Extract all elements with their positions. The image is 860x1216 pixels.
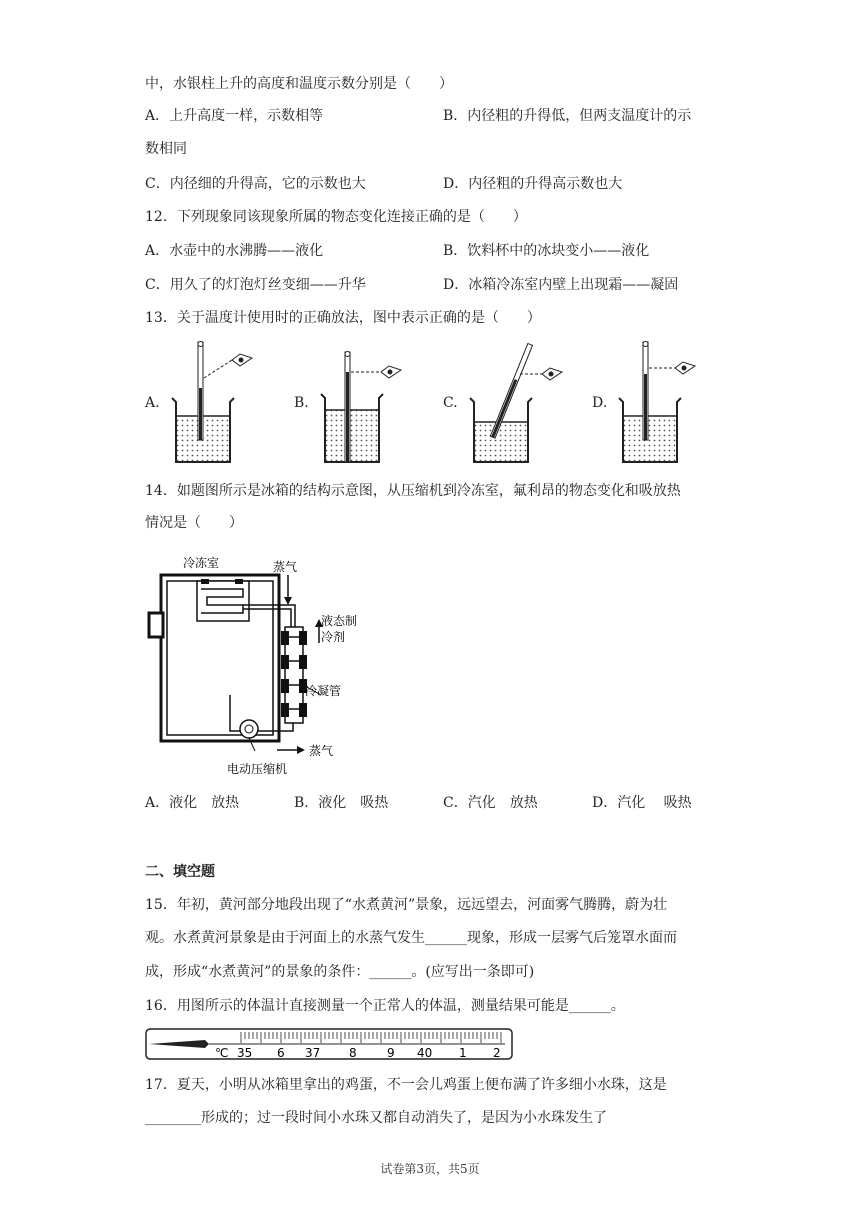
q15-line1: 15．年初，黄河部分地段出现了“水煮黄河”景象，远远望去，河面雾气腾腾，蔚为壮: [145, 897, 668, 913]
q12-option-d: D．冰箱冷冻室内壁上出现霜——凝固: [443, 277, 679, 293]
eye-icon: [381, 366, 401, 378]
q15-line3: 成，形成“水煮黄河”的景象的条件：______。(应写出一条即可): [145, 964, 535, 980]
q11-option-c: C．内径细的升得高，它的示数也大: [145, 176, 366, 192]
tick-label: 6: [277, 1046, 285, 1060]
q17-line1: 17．夏天，小明从冰箱里拿出的鸡蛋，不一会儿鸡蛋上便布满了许多细小水珠，这是: [145, 1077, 667, 1093]
tick-label: 8: [349, 1046, 357, 1060]
q14-stem-line2: 情况是（ ）: [145, 515, 243, 531]
fridge-label-vapor-bottom: 蒸气: [309, 744, 334, 758]
q12-option-c: C．用久了的灯泡灯丝变细——升华: [145, 277, 366, 293]
fridge-diagram: [145, 545, 365, 780]
q12-option-a: A．水壶中的水沸腾——液化: [145, 243, 324, 259]
page-footer: 试卷第3页，共5页: [380, 1162, 480, 1176]
section-fill-in-title: 二、填空题: [145, 864, 215, 880]
q13-label-c: C.: [443, 395, 458, 411]
fridge-label-freezer: 冷冻室: [183, 556, 220, 570]
q13-label-b: B.: [294, 395, 309, 411]
q11-option-a: A．上升高度一样，示数相等: [145, 108, 324, 124]
fridge-label-compressor: 电动压缩机: [227, 762, 288, 776]
tick-label: 37: [305, 1046, 321, 1060]
eye-icon: [542, 368, 562, 380]
q12-option-b: B．饮料杯中的冰块变小——液化: [443, 243, 650, 259]
q13-label-d: D.: [592, 395, 608, 411]
q14-stem-line1: 14．如题图所示是冰箱的结构示意图，从压缩机到冷冻室，氟利昂的物态变化和吸放热: [145, 483, 681, 499]
q17-line2: ________形成的；过一段时间小水珠又都自动消失了，是因为小水珠发生了: [145, 1110, 607, 1126]
fridge-label-condenser: 冷凝管: [305, 684, 342, 698]
tick-label: 2: [493, 1046, 501, 1060]
q14-option-a: A．液化 放热: [145, 795, 240, 811]
q11-option-d: D．内径粗的升得高示数也大: [443, 176, 623, 192]
eye-icon: [232, 354, 252, 366]
tick-label: 9: [387, 1046, 395, 1060]
tick-label: 40: [417, 1046, 433, 1060]
q13-figure-c: [458, 338, 578, 468]
q14-option-d: D．汽化 吸热: [592, 795, 692, 811]
q13-figure-a: [160, 338, 280, 468]
tick-label: 1: [459, 1046, 467, 1060]
q11-stem-tail: 中，水银柱上升的高度和温度示数分别是（ ）: [145, 76, 453, 92]
q16-stem: 16．用图所示的体温计直接测量一个正常人的体温，测量结果可能是______。: [145, 998, 625, 1014]
q15-line2: 观。水煮黄河景象是由于河面上的水蒸气发生______现象，形成一层雾气后笼罩水面而: [145, 930, 677, 946]
q13-figure-d: [607, 338, 727, 468]
q12-stem: 12．下列现象同该现象所属的物态变化连接正确的是（ ）: [145, 209, 527, 225]
fridge-label-liquid-2: 冷剂: [321, 630, 346, 644]
eye-icon: [675, 362, 695, 374]
q14-option-b: B．液化 吸热: [294, 795, 389, 811]
q11-option-b-cont: 数相同: [145, 141, 187, 157]
fridge-label-liquid-1: 液态制: [321, 614, 358, 628]
fridge-label-vapor-top: 蒸气: [273, 560, 298, 574]
tick-label: 35: [237, 1046, 253, 1060]
thermometer-unit: ℃: [215, 1046, 229, 1060]
q13-figure-b: [309, 338, 429, 468]
q13-label-a: A.: [145, 395, 160, 411]
q13-stem: 13．关于温度计使用时的正确放法，图中表示正确的是（ ）: [145, 310, 541, 326]
q14-option-c: C．汽化 放热: [443, 795, 538, 811]
clinical-thermometer: [145, 1028, 515, 1062]
q11-option-b: B．内径粗的升得低，但两支温度计的示: [443, 108, 692, 124]
